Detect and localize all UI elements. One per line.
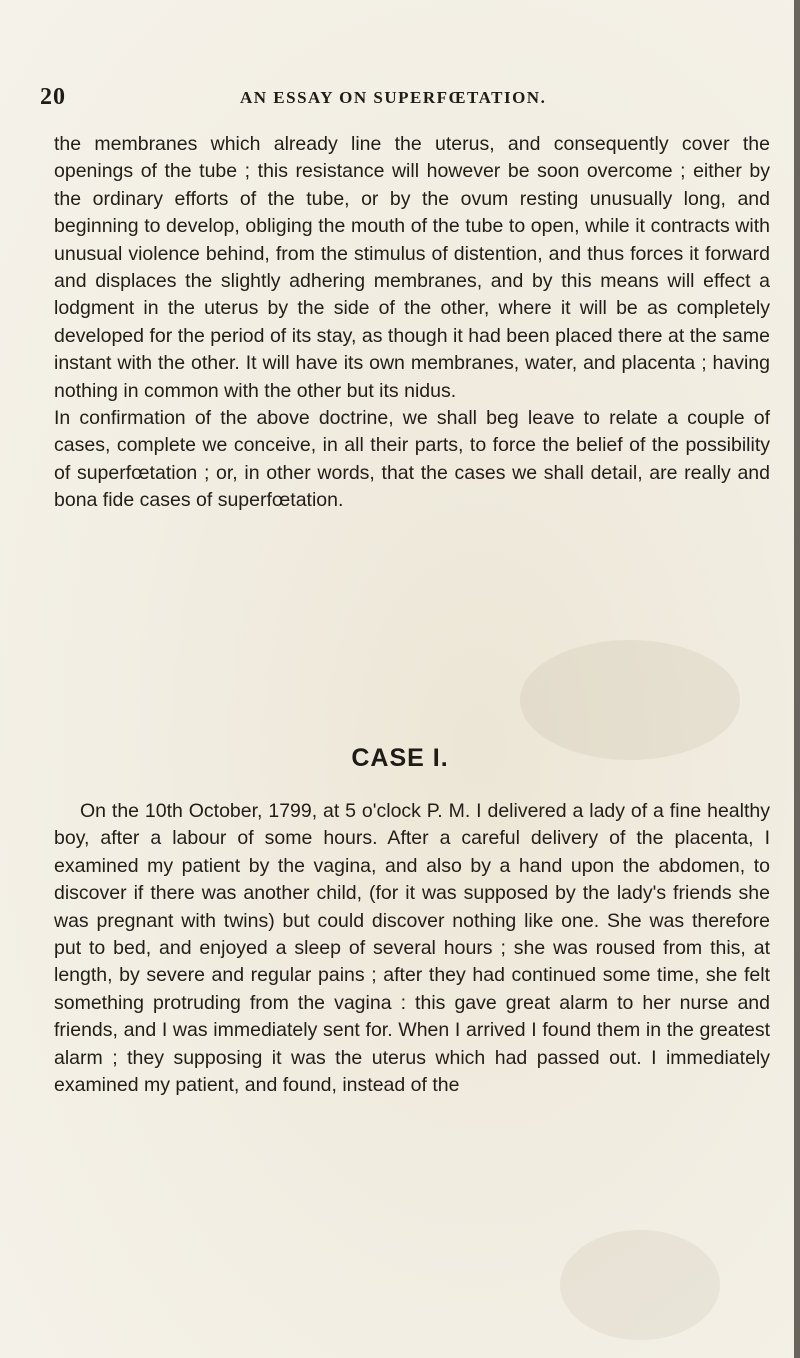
page-header — [40, 84, 760, 114]
page-stain — [560, 1230, 720, 1340]
case-text — [54, 798, 770, 1099]
body-text — [54, 131, 770, 515]
page-stain — [520, 640, 740, 760]
page-number: 20 — [40, 84, 66, 110]
paragraph-continuation: the membranes which already line the uterus, and consequently cover the openings of the tube ; this resistance will however be soon overcome ; either by the ordinary efforts of the tube, or by the ovum resting unusually long, and beginning to develop, obliging the mouth of the tube to open, while it contracts with unusual violence behind, from the stimulus of distention, and thus forces it forward and displaces the slightly adhering membranes, and by this means will effect a lodgment in the uterus by the side of the other, where it will be as completely developed for the period of its stay, as though it had been placed there at the same instant with the other. It will have its own membranes, water, and placenta ; having nothing in common with the other but its nidus. — [54, 133, 770, 402]
case-heading: CASE I. — [351, 744, 449, 772]
paragraph-confirmation-text: In confirmation of the above doctrine, we shall beg leave to relate a couple of cases, complete we conceive, in all their parts, to force the belief of the possibility of superfœtation ; or, in other words, that the cases we shall detail, are really and bona fide cases of superfœtation. — [54, 407, 770, 512]
running-title: AN ESSAY ON SUPERFŒTATION. — [240, 88, 547, 107]
case-paragraph: On the 10th October, 1799, at 5 o'clock P. M. I delivered a lady of a fine healthy boy, after a labour of some hours. After a careful delivery of the placenta, I examined my patient by the vagina, and also by a hand upon the abdomen, to discover if there was another child, (for it was supposed by the lady's friends she was pregnant with twins) but could discover nothing like one. She was therefore put to bed, and enjoyed a sleep of several hours ; she was roused from this, at length, by severe and regular pains ; after they had continued some time, she felt something protruding from the vagina : this gave great alarm to her nurse and friends, and I was immediately sent for. When I arrived I found them in the greatest alarm ; they supposing it was the uterus which had passed out. I immediately examined my patient, and found, instead of the — [54, 800, 770, 1097]
page-edge — [794, 0, 800, 1358]
paragraph-confirmation — [54, 405, 770, 515]
